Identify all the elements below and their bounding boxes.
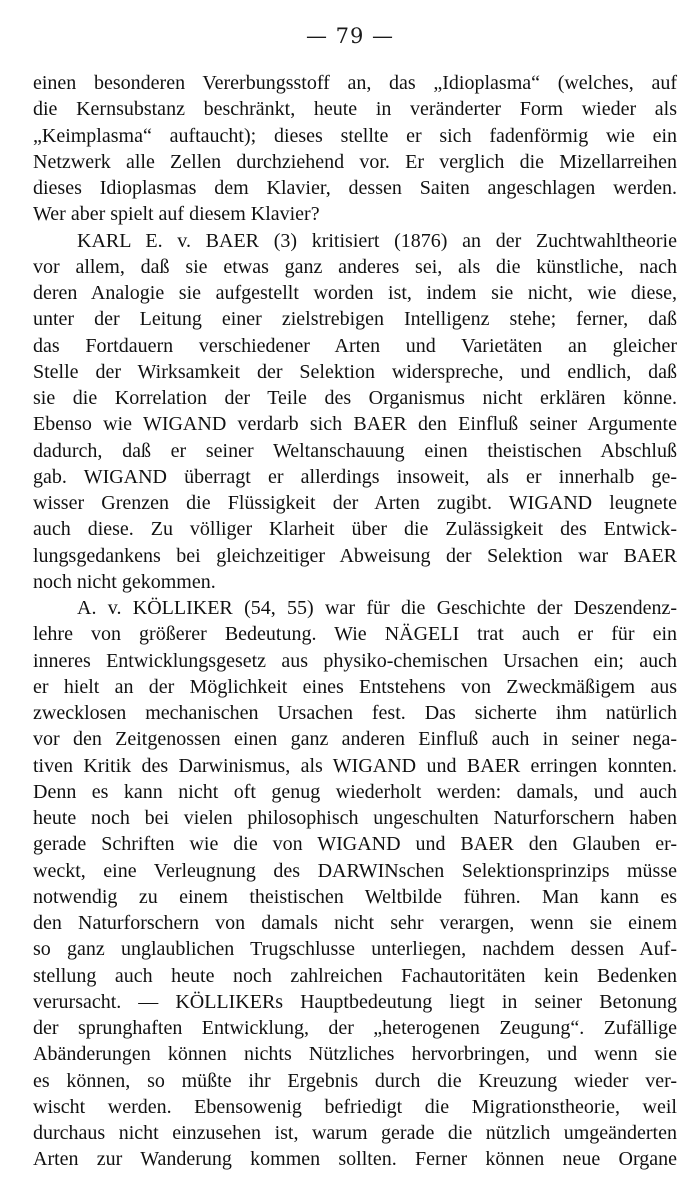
text-line: KARL E. v. BAER (3) kritisiert (1876) an der Zuchtwahltheorie (77, 229, 677, 252)
text-line: es können, so müßte ihr Ergebnis durch die Kreuzung wieder ver- (33, 1069, 677, 1092)
text-line: heute noch bei vielen philosophisch ungeschulten Naturforschern haben (33, 807, 677, 829)
text-line: das Fortdauern verschiedener Arten und Varietäten an gleicher (33, 334, 677, 357)
text-line: stellung auch heute noch zahlreichen Fachautoritäten kein Bedenken (33, 964, 677, 987)
text-line: den Naturforschern von damals nicht sehr verargen, wenn sie einem (33, 912, 677, 934)
text-line: „Keimplasma“ auftaucht); dieses stellte er sich fadenförmig wie ein (33, 124, 677, 147)
text-line: Denn es kann nicht oft genug wiederholt werden: damals, und auch (33, 780, 677, 803)
text-line: notwendig zu einem theistischen Weltbilde führen. Man kann es (33, 885, 677, 908)
text-line: weckt, eine Verleugnung des DARWINschen Selektionsprinzips müsse (33, 859, 677, 882)
text-line: Ebenso wie WIGAND verdarb sich BAER den Einfluß seiner Argumente (33, 413, 677, 436)
text-line: dieses Idioplasmas dem Klavier, dessen Saiten angeschlagen werden. (33, 177, 677, 199)
text-line: einen besonderen Vererbungsstoff an, das „Idioplasma“ (welches, auf (33, 72, 677, 94)
text-line: inneres Entwicklungsgesetz aus physiko-chemischen Ursachen ein; auch (33, 649, 677, 672)
text-line: unter der Leitung einer zielstrebigen Intelligenz stehe; ferner, daß (33, 308, 677, 331)
text-line: verursacht. — KÖLLIKERs Hauptbedeutung liegt in seiner Betonung (33, 990, 677, 1013)
text-line: deren Analogie sie aufgestellt worden ist, indem sie nicht, wie diese, (33, 282, 677, 304)
text-line: der sprunghaften Entwicklung, der „heterogenen Zeugung“. Zufällige (33, 1017, 677, 1039)
text-line: zwecklosen mechanischen Ursachen fest. Das sicherte ihm natürlich (33, 702, 677, 724)
text-line: vor den Zeitgenossen einen ganz anderen Einfluß auch in seiner nega- (33, 728, 677, 751)
text-line: auch diese. Zu völliger Klarheit über die Zulässigkeit des Entwick- (33, 518, 677, 541)
page-number: — 79 — (305, 24, 395, 48)
text-line: Abänderungen können nichts Nützliches hervorbringen, und wenn sie (33, 1043, 677, 1066)
text-line: so ganz unglaublichen Trugschlusse unterliegen, nachdem dessen Auf- (33, 938, 677, 961)
text-line: wischt werden. Ebensowenig befriedigt die Migrationstheorie, weil (33, 1095, 677, 1118)
text-line: lehre von größerer Bedeutung. Wie NÄGELI trat auch er für ein (33, 623, 677, 646)
text-line: Wer aber spielt auf diesem Klavier? (33, 203, 320, 226)
text-line: noch nicht gekommen. (33, 570, 216, 593)
text-line: vor allem, daß sie etwas ganz anderes sei, als die künstliche, nach (33, 255, 677, 278)
text-line: tiven Kritik des Darwinismus, als WIGAND und BAER erringen konnten. (33, 754, 677, 777)
text-line: lungsgedankens bei gleichzeitiger Abweisung der Selektion war BAER (33, 544, 677, 567)
text-line: er hielt an der Möglichkeit eines Entstehens von Zweckmäßigem aus (33, 675, 677, 698)
text-line: Arten zur Wanderung kommen sollten. Ferner können neue Organe (33, 1148, 677, 1171)
text-line: A. v. KÖLLIKER (54, 55) war für die Geschichte der Deszendenz- (77, 597, 677, 619)
text-line: gerade Schriften wie die von WIGAND und BAER den Glauben er- (33, 833, 677, 856)
text-line: sie die Korrelation der Teile des Organismus nicht erklären könne. (33, 387, 677, 409)
text-line: Stelle der Wirksamkeit der Selektion widerspreche, und endlich, daß (33, 360, 677, 383)
text-line: wisser Grenzen die Flüssigkeit der Arten zugibt. WIGAND leugnete (33, 492, 677, 514)
text-line: die Kernsubstanz beschränkt, heute in veränderter Form wieder als (33, 98, 677, 121)
body-text (33, 70, 677, 1173)
text-line: gab. WIGAND überragt er allerdings insoweit, als er innerhalb ge- (33, 465, 677, 488)
text-line: durchaus nicht einzusehen ist, warum gerade die nützlich umgeänderten (33, 1122, 677, 1144)
text-line: dadurch, daß er seiner Weltanschauung einen theistischen Abschluß (33, 439, 677, 462)
text-line: Netzwerk alle Zellen durchziehend vor. Er verglich die Mizellarreihen (33, 150, 677, 173)
